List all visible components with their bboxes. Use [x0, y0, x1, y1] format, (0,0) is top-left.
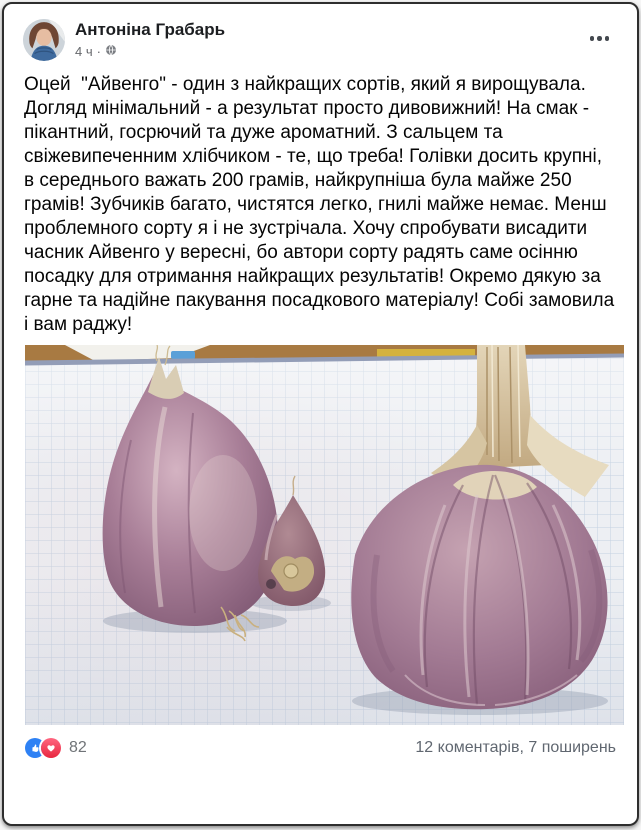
post-photo[interactable] — [4, 345, 637, 725]
reaction-summary[interactable] — [25, 738, 87, 758]
post-text: Оцей "Айвенго" - один з найкращих сортів, який я вирощувала. Догляд мінімальний - а результат просто дивовижний! На смак - пікантний, госрючий та дуже ароматний. З сальцем та свіжевипеченним хлібчиком - те, що треба! Голівки досить крупні, в середнього важать 200 грамів, найкрупніша була майже 250 грамів! Зубчиків багато, чистятся легко, гнилі майже немає. Менш проблемного сорту я і не зустрічала. Хочу спробувати висадити часник Айвенго у вересні, бо автори сорту радять саме осінню посадку для отримання найкращих результатів! Окремо дякую за гарне та надійне пакування посадкового матеріалу! Собі замовила і вам раджу! — [24, 74, 620, 335]
heart-icon — [41, 738, 61, 758]
post-menu-button[interactable] — [586, 32, 614, 45]
avatar-image — [23, 19, 65, 61]
ellipsis-icon — [590, 36, 595, 41]
header-text-group — [75, 19, 225, 59]
post-meta — [75, 44, 225, 59]
globe-icon — [105, 44, 117, 59]
avatar[interactable] — [23, 19, 65, 61]
reaction-count: 82 — [69, 739, 87, 756]
post-footer — [4, 725, 637, 758]
comments-shares-count[interactable]: 12 коментарів, 7 поширень — [415, 739, 616, 756]
garlic-bulbs-photo — [25, 345, 624, 725]
meta-separator: · — [96, 44, 101, 59]
timestamp[interactable]: 4 ч — [75, 44, 93, 59]
facebook-post-card — [2, 2, 639, 826]
post-header — [4, 4, 637, 67]
author-name[interactable]: Антоніна Грабарь — [75, 20, 226, 39]
